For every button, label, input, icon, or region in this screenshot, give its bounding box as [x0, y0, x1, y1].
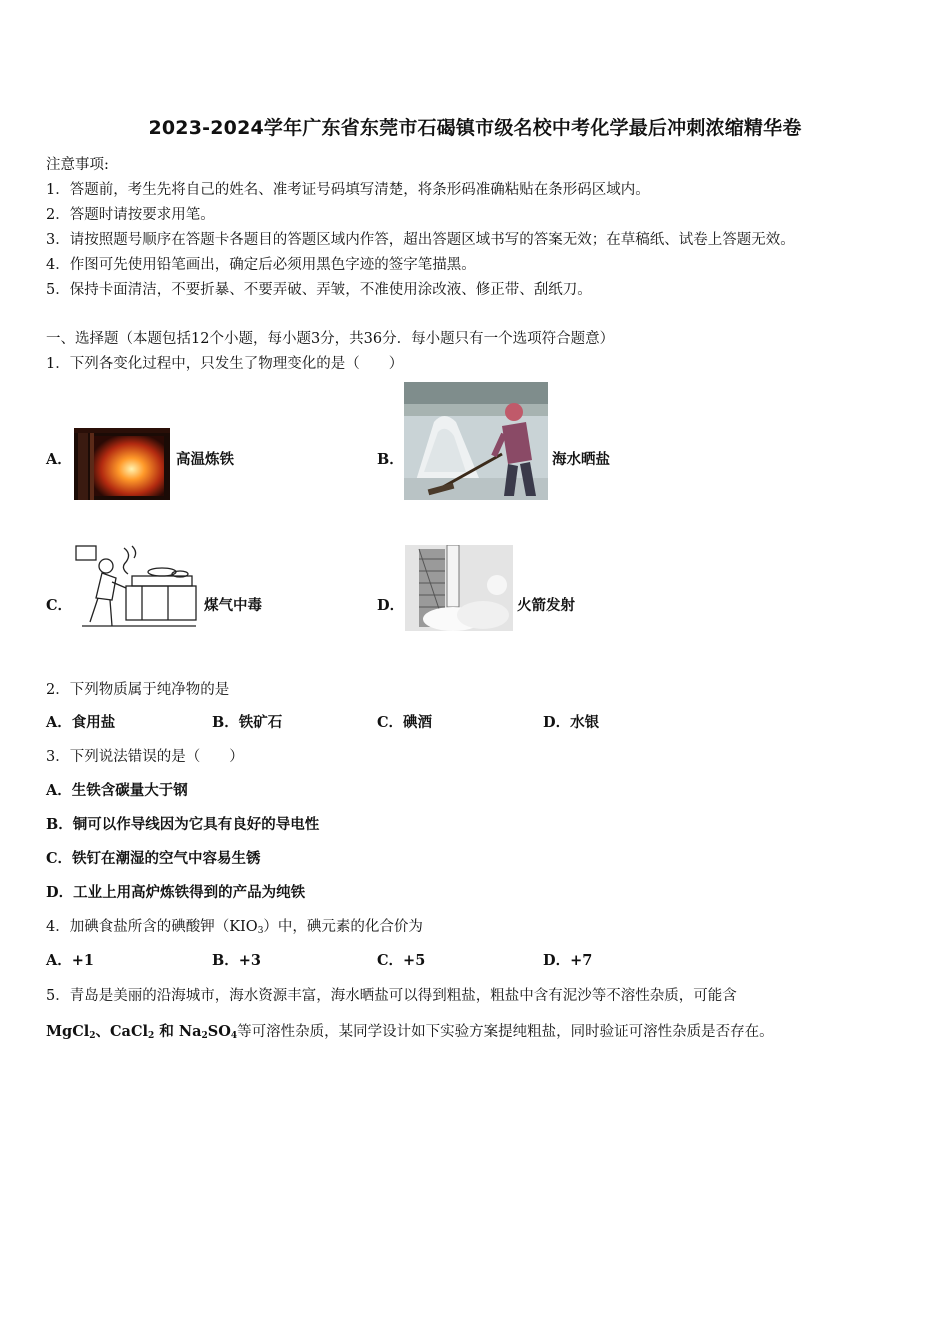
- q5-formula: SO: [207, 1023, 231, 1040]
- q5-subscript: 2: [201, 1031, 208, 1041]
- q1-option-b-caption: 海水晒盐: [552, 451, 610, 468]
- q4-option-a: A．+1: [46, 952, 94, 969]
- question-4-stem: [46, 915, 423, 936]
- notice-heading: 注意事项:: [46, 157, 109, 173]
- q4-stem-part: 4．加碘食盐所含的碘酸钾（KIO: [46, 919, 258, 935]
- q5-text: 等可溶性杂质，某同学设计如下实验方案提纯粗盐，同时验证可溶性杂质是否存在。: [237, 1024, 774, 1040]
- q5-subscript: 2: [148, 1031, 155, 1041]
- q3-option-a: A．生铁含碳量大于钢: [46, 782, 188, 799]
- question-5-line-1: 5．青岛是美丽的沿海城市，海水资源丰富，海水晒盐可以得到粗盐，粗盐中含有泥沙等不溶性杂质，可能含: [46, 988, 737, 1004]
- q4-option-c: C．+5: [377, 952, 426, 969]
- rocket-launch-image: [405, 545, 513, 631]
- q2-option-a: A．食用盐: [46, 714, 116, 731]
- section-heading: 一、选择题（本题包括12个小题，每小题3分，共36分．每小题只有一个选项符合题意）: [46, 331, 615, 347]
- notice-item-2: 2．答题时请按要求用笔。: [46, 207, 215, 223]
- notice-item-4: 4．作图可先使用铅笔画出，确定后必须用黑色字迹的签字笔描黑。: [46, 257, 476, 273]
- q3-option-c: C．铁钉在潮湿的空气中容易生锈: [46, 850, 261, 867]
- salt-harvest-image: [404, 382, 548, 500]
- q4-subscript: 3: [257, 926, 264, 936]
- notice-item-5: 5．保持卡面清洁，不要折暴、不要弄破、弄皱，不准使用涂改液、修正带、刮纸刀。: [46, 282, 592, 298]
- q5-formula: 、CaCl: [95, 1023, 149, 1040]
- q2-option-c: C．碘酒: [377, 714, 433, 731]
- q1-option-c-letter: C．: [46, 597, 73, 614]
- q3-option-b: B．铜可以作导线因为它具有良好的导电性: [46, 816, 320, 833]
- q3-option-d: D．工业上用高炉炼铁得到的产品为纯铁: [46, 884, 306, 901]
- q1-option-a-caption: 高温炼铁: [176, 451, 234, 468]
- q5-text: 和 Na: [154, 1023, 202, 1040]
- q4-option-b: B．+3: [212, 952, 261, 969]
- q1-option-d-caption: 火箭发射: [517, 597, 575, 614]
- q5-formula: MgCl: [46, 1023, 90, 1040]
- q1-option-b-letter: B．: [377, 451, 404, 468]
- question-2-stem: 2．下列物质属于纯净物的是: [46, 682, 230, 698]
- q4-stem-part: ）中，碘元素的化合价为: [263, 919, 423, 935]
- q2-option-b: B．铁矿石: [212, 714, 283, 731]
- question-1-stem: 1．下列各变化过程中，只发生了物理变化的是（ ）: [46, 356, 404, 372]
- q1-option-d-letter: D．: [377, 597, 405, 614]
- q5-subscript: 4: [230, 1031, 238, 1041]
- page-title: 2023-2024学年广东省东莞市石碣镇市级名校中考化学最后冲刺浓缩精华卷: [148, 117, 802, 139]
- question-5-line-2: [46, 1020, 774, 1041]
- q4-option-d: D．+7: [543, 952, 593, 969]
- q1-option-c-caption: 煤气中毒: [204, 597, 262, 614]
- q5-subscript: 2: [89, 1031, 96, 1041]
- furnace-image: [74, 428, 170, 500]
- q1-option-a-letter: A．: [46, 451, 72, 468]
- notice-item-1: 1．答题前，考生先将自己的姓名、准考证号码填写清楚，将条形码准确粘贴在条形码区域内。: [46, 182, 650, 198]
- gas-poisoning-image: [72, 542, 200, 634]
- question-3-stem: 3．下列说法错误的是（ ）: [46, 749, 244, 765]
- q2-option-d: D．水银: [543, 714, 600, 731]
- notice-item-3: 3．请按照题号顺序在答题卡各题目的答题区域内作答，超出答题区域书写的答案无效；在草稿纸、试卷上答题无效。: [46, 232, 795, 248]
